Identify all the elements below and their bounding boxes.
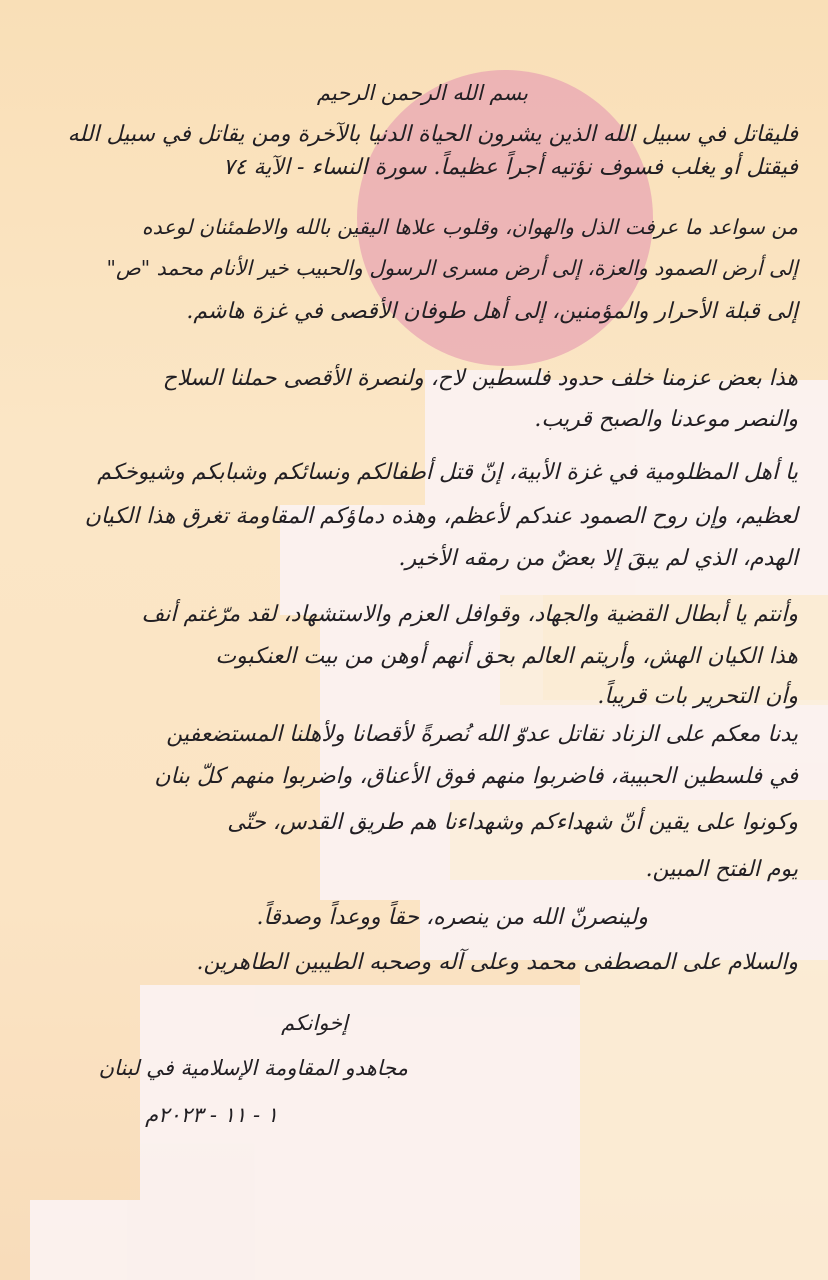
paragraph-line: من سواعد ما عرفت الذل والهوان، وقلوب علاها اليقين بالله والاطمئنان لوعده xyxy=(141,215,798,239)
handwritten-letter xyxy=(28,60,798,1240)
paragraph-line: الهدم، الذي لم يبقَ إلا بعضٌ من رمقه الأخير. xyxy=(398,546,798,571)
paragraph-line: في فلسطين الحبيبة، فاضربوا منهم فوق الأعناق، واضربوا منهم كلّ بنان xyxy=(154,764,798,789)
paragraph-line: إلى قبلة الأحرار والمؤمنين، إلى أهل طوفان الأقصى في غزة هاشم. xyxy=(186,299,798,324)
paragraph-line: هذا بعض عزمنا خلف حدود فلسطين لاح، ولنصرة الأقصى حملنا السلاح xyxy=(162,366,798,391)
paragraph-line: ولينصرنّ الله من ينصره، حقاً ووعداً وصدقاً. xyxy=(256,905,648,930)
signature-closing: إخوانكم xyxy=(281,1011,348,1035)
basmala: بسم الله الرحمن الرحيم xyxy=(316,81,528,105)
paragraph-line: يدنا معكم على الزناد نقاتل عدوّ الله نُصرةً لأقصانا ولأهلنا المستضعفين xyxy=(166,722,798,747)
paragraph-line: يا أهل المظلومية في غزة الأبية، إنّ قتل أطفالكم ونسائكم وشبابكم وشيوخكم xyxy=(97,460,798,485)
paragraph-line: وكونوا على يقين أنّ شهداءكم وشهداءنا هم طريق القدس، حتّى xyxy=(227,810,798,835)
paragraph-line: والسلام على المصطفى محمد وعلى آله وصحبه الطيبين الطاهرين. xyxy=(196,950,798,975)
letter-date: ١ - ١١ - ٢٠٢٣م xyxy=(145,1103,278,1127)
paragraph-line: لعظيم، وإن روح الصمود عندكم لأعظم، وهذه دماؤكم المقاومة تغرق هذا الكيان xyxy=(84,504,798,529)
paragraph-line: إلى أرض الصمود والعزة، إلى أرض مسرى الرسول والحبيب خير الأنام محمد "ص" xyxy=(106,256,798,280)
paragraph-line: وأن التحرير بات قريباً. xyxy=(597,684,798,709)
paragraph-line: هذا الكيان الهش، وأريتم العالم بحق أنهم أوهن من بيت العنكبوت xyxy=(215,644,798,669)
paragraph-line: يوم الفتح المبين. xyxy=(645,857,798,882)
verse-line: فليقاتل في سبيل الله الذين يشرون الحياة الدنيا بالآخرة ومن يقاتل في سبيل الله xyxy=(67,122,798,147)
paragraph-line: والنصر موعدنا والصبح قريب. xyxy=(534,407,798,432)
signature-sender: مجاهدو المقاومة الإسلامية في لبنان xyxy=(98,1056,408,1080)
verse-line: فيقتل أو يغلب فسوف نؤتيه أجراً عظيماً. سورة النساء - الآية ٧٤ xyxy=(222,155,798,180)
paragraph-line: وأنتم يا أبطال القضية والجهاد، وقوافل العزم والاستشهاد، لقد مرّغتم أنف xyxy=(141,602,798,627)
